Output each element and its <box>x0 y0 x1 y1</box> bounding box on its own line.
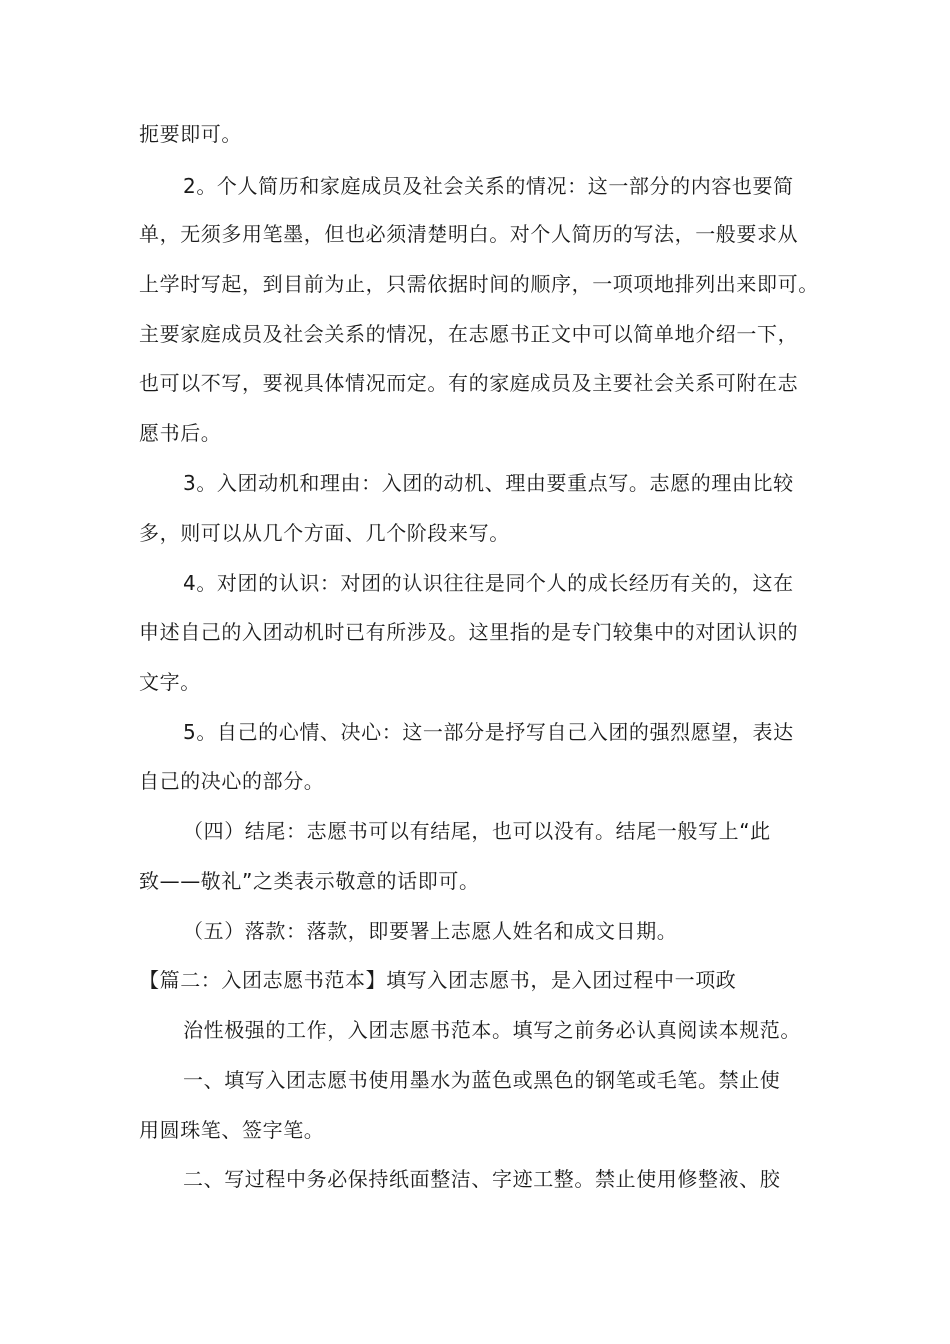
paragraph-line: 文字。 <box>139 670 201 694</box>
paragraph-line: （五）落款：落款，即要署上志愿人姓名和成文日期。 <box>183 919 678 943</box>
paragraph-line: 主要家庭成员及社会关系的情况，在志愿书正文中可以简单地介绍一下， <box>139 322 799 346</box>
paragraph-line: 一、填写入团志愿书使用墨水为蓝色或黑色的钢笔或毛笔。禁止使 <box>183 1068 781 1092</box>
paragraph-line: 2。个人简历和家庭成员及社会关系的情况：这一部分的内容也要简 <box>183 174 794 198</box>
paragraph-line: 愿书后。 <box>139 421 222 445</box>
paragraph-line: 申述自己的入团动机时已有所涉及。这里指的是专门较集中的对团认识的 <box>139 620 799 644</box>
paragraph-line: （四）结尾：志愿书可以有结尾，也可以没有。结尾一般写上“此 <box>183 819 771 843</box>
paragraph-line: 自己的决心的部分。 <box>139 769 325 793</box>
paragraph-line: 单，无须多用笔墨，但也必须清楚明白。对个人简历的写法，一般要求从 <box>139 222 799 246</box>
paragraph-line: 扼要即可。 <box>139 122 242 146</box>
paragraph-line: 二、写过程中务必保持纸面整洁、字迹工整。禁止使用修整液、胶 <box>183 1167 781 1191</box>
paragraph-line: 【篇二：入团志愿书范本】填写入团志愿书，是入团过程中一项政 <box>139 968 737 992</box>
paragraph-line: 治性极强的工作，入团志愿书范本。填写之前务必认真阅读本规范。 <box>183 1018 801 1042</box>
paragraph-line: 3。入团动机和理由：入团的动机、理由要重点写。志愿的理由比较 <box>183 471 794 495</box>
paragraph-line: 多，则可以从几个方面、几个阶段来写。 <box>139 521 510 545</box>
paragraph-line: 上学时写起，到目前为止，只需依据时间的顺序，一项项地排列出来即可。 <box>139 272 819 296</box>
paragraph-line: 致——敬礼”之类表示敬意的话即可。 <box>139 869 480 893</box>
paragraph-line: 4。对团的认识：对团的认识往往是同个人的成长经历有关的，这在 <box>183 571 794 595</box>
paragraph-line: 5。自己的心情、决心：这一部分是抒写自己入团的强烈愿望，表达 <box>183 720 794 744</box>
paragraph-line: 用圆珠笔、签字笔。 <box>139 1118 325 1142</box>
paragraph-line: 也可以不写，要视具体情况而定。有的家庭成员及主要社会关系可附在志 <box>139 371 799 395</box>
